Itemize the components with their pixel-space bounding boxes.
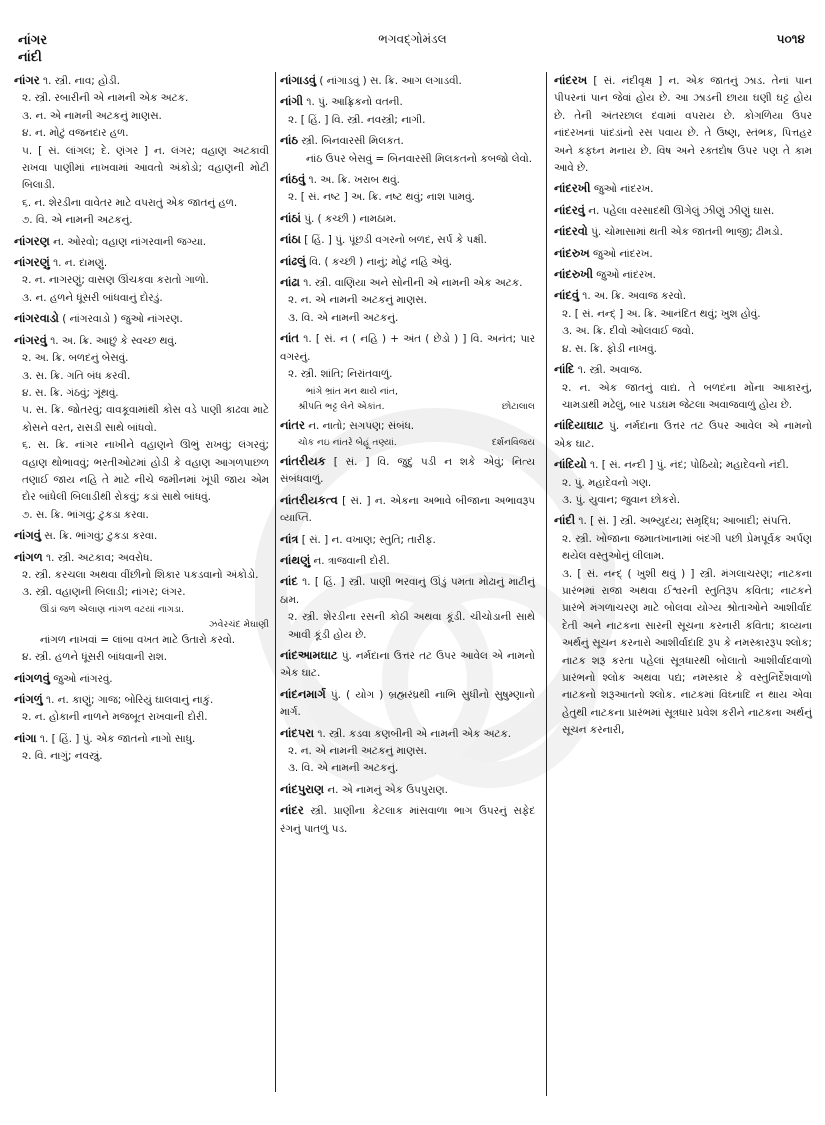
definition-text: ૧. અ. ક્રિ. ખરાબ થવું. <box>305 174 400 187</box>
definition-text: સ્ત્રી. પ્રાણીના કેટલાક માંસવાળા ભાગ ઉપરનું સફેદ રંગનું પાતળું પડ. <box>280 805 535 835</box>
definition-text: ( નાંગરવાડો ) જુઓ નાંગરણ. <box>58 313 183 326</box>
entry-definition <box>554 287 812 305</box>
entry-definition <box>14 233 269 251</box>
entry-definition <box>280 492 535 528</box>
definition-text: પું. ( યોગ ) બ્રહ્મરંધ્રથી નાભિ સુધીનો સુષુમ્ણાનો માર્ગ. <box>280 688 535 719</box>
definition-text: જુઓ નાંદરખ. <box>593 269 656 282</box>
sense-definition: ૨. સ્ત્રી. રબારીની એ નામની એક અટક. <box>22 92 189 105</box>
definition-text: ન. ત્રાજવાની દોરી. <box>310 554 390 567</box>
entry-definition <box>280 686 535 722</box>
sense-definition: ૫. [ સં. લાંગલ; દે. ણંગર ] ન. લંગર; વહાણ અટકાવી રાખવા પાણીમાં નાખવામાં આવતો અંકોડો; વહાણની મોટી બિલાડી. <box>22 144 269 192</box>
entry-definition <box>14 332 269 350</box>
quotation-line <box>280 435 535 450</box>
dictionary-entry <box>14 691 269 727</box>
headword: નાંતરીયકત્વ <box>280 492 338 507</box>
entry-definition <box>554 266 812 284</box>
dictionary-entry <box>554 266 812 284</box>
headword: નાંદપરા <box>280 725 315 740</box>
headword: નાંઠ <box>280 133 299 148</box>
dictionary-entry <box>280 686 535 722</box>
dictionary-entry <box>280 781 535 799</box>
quotation-line <box>280 399 535 414</box>
dictionary-entry <box>280 531 535 549</box>
entry-definition <box>14 670 269 688</box>
sense-definition: ૨. સ્ત્રી. શાંતિ; નિરાંતવાળું. <box>288 368 393 381</box>
definition-text: [ સં. નંદીવૃક્ષ ] ન. એક જાતનું ઝાડ. તેનાં પાન પીપરનાં પાન જેવાં હોય છે. આ ઝાડની છાયા ઘણી ઘટ્ટ હોય છે. તેની અંતરછાલ દવામાં વપરાય છે. કોગળિયા ઉપર નાંદરખનાં પાંદડાંનો રસ પવાય છે. તે ઉષ્ણ, સ્તંભક, પિત્તહર અને કફઘ્ન મનાય છે. વિષ અને રક્તદોષ ઉપર પણ તે કામ આવે છે. <box>554 75 812 175</box>
dictionary-entry <box>280 93 535 129</box>
entry-definition <box>280 210 535 228</box>
headword: નાંદવું <box>554 288 579 303</box>
definition-text: ૧. [ સં. ] સ્ત્રી. અભ્યુદય; સમૃદ્ધિ; આબાદી; સંપત્તિ. <box>575 515 792 528</box>
dictionary-entry <box>14 730 269 766</box>
entry-definition <box>280 93 535 111</box>
definition-text: ન. નાતો; સગપણ; સંબંધ. <box>304 419 415 432</box>
entry-definition <box>14 691 269 709</box>
headword: નાંદપુરાણ <box>280 781 325 796</box>
definition-text: ૧. સ્ત્રી. કડવા કણબીની એ નામની એક અટક. <box>314 727 512 740</box>
dictionary-entry <box>554 245 812 263</box>
dictionary-entry <box>280 647 535 683</box>
headword: નાંદરુખ <box>554 245 590 260</box>
sense-definition: ૩. [ સં. નન્દ્ ( ખુશી થવું ) ] સ્ત્રી. મંગલાચરણ; નાટકના પ્રારંભમાં રાજા અથવા ઈશ્વરની સ્તુતિરૂપ કવિતા; નાટકને પ્રારંભે મંગળાચરણ માટે બોલવા યોગ્ય શ્રોતાઓને આશીર્વાદ દેતી અને નાટકના સારની સૂચના કરનારી કવિતા; કાવ્યના અર્થનું સૂચન કરનારો આશીર્વાદાદિ રૂપ કે નમસ્કારરૂપ શ્લોક; નાટક શરૂ કરતા પહેલાં સૂત્રધારથી બોલાતો આશીર્વાદવાળો પ્રારંભનો શ્લોક અથવા પદ્ય; નમસ્કાર કે વસ્તુનિર્દેશવાળો નાટકનો શરૂઆતનો શ્લોક. નાટકમાં વિઘ્નાદિ ન થાય એવા હેતુથી નાટકના પ્રારંભમાં સૂત્રધાર પ્રવેશ કરીને નાટકના અર્થનું સૂચન કરનારી, <box>562 567 812 737</box>
definition-text: ૧. અ. ક્રિ. અવાજ કરવો. <box>578 290 687 303</box>
headword: નાંતર <box>280 417 305 432</box>
definition-text: સ્ત્રી. બિનવારસી મિલકત. <box>298 135 404 148</box>
sense-definition: ૨. [ સં. નન્દ્ ] અ. ક્રિ. આનંદિત થવું; ખુશ હોવું. <box>562 307 761 320</box>
sense-definition: ૨. ન. એ નામની અટકનું માણસ. <box>288 294 428 307</box>
sense-definition: ૨. સ્ત્રી. ખોજાના જમાતખાનામાં બંદગી પછી પ્રેમપૂર્વક અર્પણ થયેલ વસ્તુઓનું લીલામ. <box>562 532 812 563</box>
entry-definition <box>554 223 812 241</box>
entry-definition <box>554 72 812 177</box>
definition-text: પું. ચોમાસામાં થતી એક જાતની ભાજી; ઢીમડો. <box>587 226 783 239</box>
dictionary-entry <box>280 552 535 570</box>
dictionary-entry <box>280 573 535 644</box>
headword: નાંઠા <box>280 232 301 247</box>
sense-definition: ૨. ન. એ નામની અટકનું માણસ. <box>288 745 428 757</box>
quotation-text: ચોક નઇ નાંતરે બેહૂં તણ્યાં. <box>298 436 397 448</box>
entry-definition <box>280 253 535 271</box>
headword: નાંત્ર <box>280 531 299 546</box>
sense-definition: ૩. વિ. એ નામની અટકનું. <box>288 762 399 775</box>
definition-text: પું. નર્મદાના ઉત્તર તટ ઉપર આવેલ એ નામનો એક ઘાટ. <box>280 649 535 680</box>
headword: નાંદરુખી <box>554 267 593 282</box>
dictionary-entry <box>554 512 812 739</box>
sense-definition: ૨. ન. હોકાની નાળને મજબૂત રાખવાની દોરી. <box>22 711 208 724</box>
dictionary-entry <box>14 310 269 328</box>
dictionary-entry <box>554 361 812 414</box>
entry-definition <box>554 202 812 220</box>
dictionary-entry <box>554 223 812 241</box>
sense-definition: ૩. સ્ત્રી. વહાણની બિલાડી; નાંગર; લંગર. <box>22 586 186 599</box>
sense-definition: ૨. ન. એક જાતનું વાદ્ય. તે બળદના મોંના આકારનું, ચામડાથી મઢેલું, બાર પડઘમ જેટલા અવાજવાળું હોય છે. <box>562 381 812 411</box>
entry-definition <box>280 647 535 683</box>
entry-definition <box>14 310 269 328</box>
dictionary-entry <box>280 132 535 168</box>
column-divider-2 <box>546 72 547 1096</box>
dictionary-entry <box>554 72 812 177</box>
definition-text: જુઓ નાંગરવું. <box>49 672 113 685</box>
dictionary-entry <box>14 549 269 667</box>
entry-definition <box>280 552 535 570</box>
dictionary-entry <box>14 233 269 251</box>
headword: નાંગવું <box>14 528 41 543</box>
dictionary-entry <box>280 725 535 778</box>
dictionary-column-1 <box>14 72 269 1095</box>
dictionary-column-3 <box>554 72 812 1095</box>
definition-text: ૧. અ. ક્રિ. આછું કે સ્વચ્છ થવું. <box>46 334 178 347</box>
headword: નાંદઆમઘાટ <box>280 647 338 662</box>
dictionary-entry <box>280 802 535 838</box>
guide-word-first: નાંગર <box>18 33 48 48</box>
definition-text: જુઓ નાંદરખ. <box>589 247 653 260</box>
sense-definition: ૩. પું. યુવાન; જુવાન છોકરો. <box>562 493 681 506</box>
dictionary-entry <box>280 330 535 413</box>
definition-text: ન. ઓરવો; વહાણ નાંગરવાની જગ્યા. <box>49 235 207 248</box>
headword: નાંદરખ <box>554 73 588 87</box>
entry-definition <box>554 180 812 198</box>
sense-definition: ૨. સ્ત્રી. શેરડીના રસની કોઠી અથવા કૂંડી. ચીચોડાની સાથે આવી કૂંડી હોય છે. <box>288 611 535 641</box>
entry-definition <box>280 453 535 489</box>
entry-definition <box>554 361 812 379</box>
headword: નાંદરખી <box>554 181 591 196</box>
definition-text: [ સં. ] ન. એકના અભાવે બીજાના અભાવરૂપ વ્યાપ્તિ. <box>280 494 535 525</box>
headword: નાંગી <box>280 94 304 109</box>
entry-definition <box>554 456 812 474</box>
dictionary-entry <box>280 253 535 271</box>
sense-definition: ૩. અ. ક્રિ. દીવો ઓલવાઈ જવો. <box>562 325 695 338</box>
dictionary-entry <box>14 670 269 688</box>
idiom-definition: નાંગળ નાખવાં = લાંબા વખત માટે ઉતારો કરવો. <box>40 633 236 646</box>
headword: નાંગરણું <box>14 255 50 270</box>
entry-definition <box>280 531 535 549</box>
entry-definition <box>280 274 535 292</box>
definition-text: પું. નર્મદાના ઉત્તર તટ ઉપર આવેલ એ નામનો એક ઘાટ. <box>554 420 812 450</box>
definition-text: ( નાંગાડવું ) સ. ક્રિ. આગ લગાડવી. <box>316 75 462 87</box>
entry-definition <box>280 417 535 435</box>
sense-definition: ૪. સ્ત્રી. હળને ધૂંસરી બાંધવાની રાશ. <box>22 651 168 664</box>
sense-definition: ૭. સ. ક્રિ. ભાંગવું; ટુકડા કરવા. <box>22 508 149 521</box>
headword: નાંદરવો <box>554 224 588 239</box>
running-title: ભગવદ્ગોમંડલ <box>378 32 447 46</box>
quotation-author: દર્શનવિજય <box>491 436 535 448</box>
headword: નાંઠવું <box>280 172 306 187</box>
entry-definition <box>280 231 535 249</box>
dictionary-entry <box>14 527 269 545</box>
definition-text: ૧. [ સં. ન ( નહિ ) + અંત ( છેડો ) ] વિ. અનંત; પાર વગરનું. <box>280 333 535 363</box>
definition-text: ન. એ નામનું એક ઉપપુરાણ. <box>324 783 448 796</box>
entry-definition <box>280 171 535 189</box>
headword: નાંત <box>280 331 300 346</box>
entry-definition <box>14 254 269 272</box>
definition-text: ૧. પું. આફ્રિકનો વતની. <box>303 96 403 109</box>
sense-definition: ૪. સ. ક્રિ. ફોડી નાખવું. <box>562 342 657 355</box>
sense-definition: ૨. અ. ક્રિ. બળદનું બેસવું. <box>22 352 129 365</box>
entry-definition <box>14 549 269 567</box>
definition-text: ૧. સ્ત્રી. વાણિયા અને સોનીની એ નામની એક અટક. <box>299 277 523 290</box>
sense-definition: ૩. વિ. એ નામની અટકનું. <box>288 311 399 324</box>
headword: નાંદનમાર્ગ <box>280 686 326 701</box>
headword: નાંગરણ <box>14 233 50 248</box>
headword: નાંગાડવું <box>280 73 317 87</box>
entry-definition <box>554 512 812 530</box>
dictionary-entry <box>280 231 535 249</box>
definition-text: ૧. સ્ત્રી. અટકાવ; અવરોધ. <box>42 551 153 564</box>
sense-definition: ૪. ન. મોટું વજનદાર હળ. <box>22 127 129 140</box>
definition-text: ૧. સ્ત્રી. નાવ; હોડી. <box>39 75 121 87</box>
quotation-text: ઊંડાં જળ એલાણ નાંગળ વટયાં નાગડા. <box>40 603 184 615</box>
dictionary-entry <box>280 492 535 528</box>
headword: નાંગા <box>14 730 37 745</box>
definition-text: ૧. સ્ત્રી. અવાજ. <box>574 364 643 377</box>
dictionary-entry <box>14 72 269 230</box>
entry-definition <box>280 725 535 743</box>
headword: નાંગળું <box>14 692 43 706</box>
quotation-text: ભાંગે ભ્રાંત મન થાયે નાંત, <box>306 385 398 397</box>
entry-definition <box>280 802 535 838</box>
dictionary-entry <box>280 72 535 90</box>
definition-text: ન. પહેલા વરસાદથી ઊગેલું ઝીણું ઝીણું ઘાસ. <box>584 204 775 217</box>
dictionary-entry <box>554 202 812 220</box>
definition-text: ૧. ન. કાણું; ગાજ; બોરિયું ઘાલવાનું નાકું. <box>42 694 214 706</box>
dictionary-entry <box>280 417 535 450</box>
quotation-text: શ્રીપતિ ભટ્ટ લેને એકાંત. <box>298 400 385 412</box>
sense-definition: ૨. સ્ત્રી. કરચલા અથવા વીંછીનો શિકાર પકડવાનો અંકોડો. <box>22 568 259 581</box>
entry-definition <box>280 132 535 150</box>
entry-definition <box>554 245 812 263</box>
sense-definition: ૨. [ સં. નષ્ટ ] અ. ક્રિ. નષ્ટ થવું; નાશ પામવું. <box>288 191 475 204</box>
definition-text: વિ. ( કચ્છી ) નાનું; મોટું નહિ એવું. <box>305 255 453 268</box>
definition-text: ૧. [ સં. નન્દી ] પું. નંદ; પોઠિયો; મહાદેવનો નંદી. <box>586 459 789 472</box>
definition-text: ૧. [ હિં. ] પું. એક જાતનો નાગો સાધુ. <box>36 732 196 745</box>
headword: નાંદિયો <box>554 457 587 472</box>
entry-definition <box>14 72 269 90</box>
definition-text: [ હિં. ] પું. પૂંછડી વગરનો બળદ, સર્પ કે પક્ષી. <box>300 234 487 247</box>
dictionary-entry <box>14 254 269 307</box>
headword: નાંગરવું <box>14 332 47 347</box>
column-divider-1 <box>275 72 276 1092</box>
dictionary-entry <box>554 287 812 358</box>
sense-definition: ૬. ન. શેરડીના વાવેતર માટે વપરાતું એક જાતનું હળ. <box>22 196 238 209</box>
page-number: ૫૦૧૪ <box>776 32 805 46</box>
sense-definition: ૨. ન. નાગરણું; વાસણ ઊંચકવા કરાતો ગાળો. <box>22 274 209 287</box>
headword: નાંથણું <box>280 552 311 567</box>
headword: નાંઢા <box>280 275 300 290</box>
headword: નાંદ <box>280 574 298 589</box>
quotation-author: ઝવેરચંદ મેઘાણી <box>208 618 269 630</box>
headword: નાંઢલું <box>280 253 306 268</box>
sense-definition: ૭. વિ. એ નામની અટકનું. <box>22 214 133 227</box>
idiom-definition: નાંઠ ઉપર બેસવું = બિનવારસી મિલકતનો કબજો લેવો. <box>306 152 533 165</box>
definition-text: [ સં. ] વિ. જુદું પડી ન શકે એવું; નિત્ય સંબંધવાળું. <box>280 455 535 486</box>
dictionary-entry <box>280 171 535 207</box>
definition-text: ૧. [ હિં. ] સ્ત્રી. પાણી ભરવાનું ઊંડું પમતા મોઢાનું માટીનું ઠામ. <box>280 576 535 606</box>
entry-definition <box>280 72 535 90</box>
dictionary-entry <box>280 453 535 489</box>
dictionary-entry <box>14 332 269 524</box>
entry-definition <box>14 527 269 545</box>
headword: નાંગળવું <box>14 670 50 685</box>
dictionary-entry <box>280 210 535 228</box>
definition-text: પું. ( કચ્છી ) નામઠામ. <box>300 212 397 225</box>
sense-definition: ૬. સ. ક્રિ. નાંગર નાખીને વહાણને ઊભું રાખવું; લંગરવું; વહાણ થોભાવવું; ભરતીઓટમાં હોડી કે વહાણ આગળપાછળ તણાઈ જાય નહિ તે માટે નીચે જમીનમાં ખૂંપી જાય એમ દોર બાંધેલી બિલાડીથી રોકવું; કડાં સાથે બાંધવું. <box>22 439 269 504</box>
headword: નાંગર <box>14 73 40 87</box>
headword: નાંદરવું <box>554 202 585 217</box>
sense-definition: ૩. ન. હળને ધૂંસરી બાંધવાનું દોરડું. <box>22 291 163 304</box>
headword: નાંતરીયક <box>280 453 326 468</box>
definition-text: જુઓ નાંદરખ. <box>590 183 654 196</box>
sense-definition: ૩. ન. એ નામની અટકનું માણસ. <box>22 109 162 122</box>
headword: નાંગળ <box>14 549 43 564</box>
dictionary-column-2 <box>280 72 535 1095</box>
definition-text: [ સં. ] ન. વખાણ; સ્તુતિ; તારીફ. <box>298 533 436 546</box>
headword: નાંઠાં <box>280 210 301 225</box>
headword: નાંદિ <box>554 362 575 377</box>
headword: નાંદિયાઘાટ <box>554 418 604 433</box>
sense-definition: ૨. પું. મહાદેવનો ગણ. <box>562 476 652 489</box>
sense-definition: ૩. સ. ક્રિ. ગતિ બંધ કરવી. <box>22 369 131 382</box>
entry-definition <box>14 730 269 748</box>
entry-definition <box>280 781 535 799</box>
entry-definition <box>280 573 535 609</box>
definition-text: ૧. ન. દામણું. <box>49 257 108 270</box>
entry-definition <box>280 330 535 366</box>
dictionary-entry <box>280 274 535 327</box>
guide-word-last: નાંદી <box>18 50 42 65</box>
entry-definition <box>554 417 812 453</box>
headword: નાંદર <box>280 803 304 818</box>
sense-definition: ૨. વિ. નાગું; નવસ્ત્રું. <box>22 750 103 763</box>
dictionary-entry <box>554 180 812 198</box>
sense-definition: ૨. [ હિં. ] વિ. સ્ત્રી. નવસ્ત્રી; નાગી. <box>288 113 426 126</box>
definition-text: સ. ક્રિ. ભાંગવું; ટુકડા કરવા. <box>40 530 158 543</box>
dictionary-entry <box>554 417 812 453</box>
headword: નાંગરવાડો <box>14 311 59 326</box>
sense-definition: ૪. સ. ક્રિ. ગંઠવું; ગૂંથવું. <box>22 386 119 399</box>
quotation-author: છોટાલાલ <box>501 400 535 412</box>
sense-definition: ૫. સ. ક્રિ. જોતરવું; વાવકૂવામાંથી કોસ વડે પાણી કાઢવા માટે કોસને વરત, રાસડી સાથે બાંધવો. <box>22 404 269 434</box>
headword: નાંદી <box>554 513 576 528</box>
dictionary-entry <box>554 456 812 509</box>
